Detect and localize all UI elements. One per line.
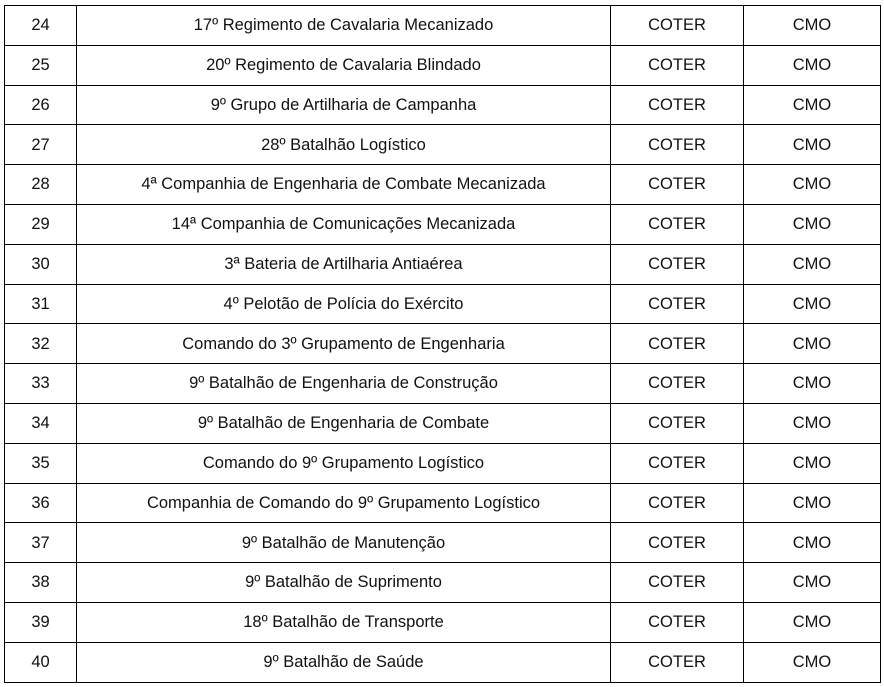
command-cell: CMO [744, 443, 881, 483]
unit-name: 9º Batalhão de Saúde [77, 642, 611, 682]
organ-cell: COTER [611, 244, 744, 284]
row-number: 27 [5, 125, 77, 165]
organ-cell: COTER [611, 523, 744, 563]
row-number: 36 [5, 483, 77, 523]
unit-name: 9º Batalhão de Engenharia de Construção [77, 364, 611, 404]
command-cell: CMO [744, 523, 881, 563]
table-row [5, 443, 881, 483]
table-row [5, 45, 881, 85]
command-cell: CMO [744, 642, 881, 682]
organ-cell: COTER [611, 602, 744, 642]
table-row [5, 125, 881, 165]
command-cell: CMO [744, 204, 881, 244]
organ-cell: COTER [611, 45, 744, 85]
organ-cell: COTER [611, 6, 744, 46]
organ-cell: COTER [611, 85, 744, 125]
unit-name: 9º Batalhão de Manutenção [77, 523, 611, 563]
row-number: 32 [5, 324, 77, 364]
organ-cell: COTER [611, 364, 744, 404]
row-number: 34 [5, 403, 77, 443]
command-cell: CMO [744, 244, 881, 284]
row-number: 28 [5, 165, 77, 205]
unit-name: 3ª Bateria de Artilharia Antiaérea [77, 244, 611, 284]
unit-name: 4ª Companhia de Engenharia de Combate Mecanizada [77, 165, 611, 205]
unit-name: 20º Regimento de Cavalaria Blindado [77, 45, 611, 85]
table-row [5, 204, 881, 244]
table-row [5, 483, 881, 523]
unit-name: Companhia de Comando do 9º Grupamento Logístico [77, 483, 611, 523]
command-cell: CMO [744, 45, 881, 85]
row-number: 35 [5, 443, 77, 483]
unit-name: 9º Batalhão de Suprimento [77, 563, 611, 603]
unit-name: 14ª Companhia de Comunicações Mecanizada [77, 204, 611, 244]
command-cell: CMO [744, 125, 881, 165]
row-number: 31 [5, 284, 77, 324]
units-table-body [5, 6, 881, 683]
table-row [5, 6, 881, 46]
row-number: 38 [5, 563, 77, 603]
table-row [5, 602, 881, 642]
row-number: 29 [5, 204, 77, 244]
unit-name: Comando do 3º Grupamento de Engenharia [77, 324, 611, 364]
row-number: 26 [5, 85, 77, 125]
unit-name: 9º Batalhão de Engenharia de Combate [77, 403, 611, 443]
unit-name: 9º Grupo de Artilharia de Campanha [77, 85, 611, 125]
organ-cell: COTER [611, 165, 744, 205]
command-cell: CMO [744, 364, 881, 404]
row-number: 30 [5, 244, 77, 284]
table-row [5, 324, 881, 364]
command-cell: CMO [744, 403, 881, 443]
row-number: 24 [5, 6, 77, 46]
unit-name: Comando do 9º Grupamento Logístico [77, 443, 611, 483]
unit-name: 18º Batalhão de Transporte [77, 602, 611, 642]
table-row [5, 523, 881, 563]
table-row [5, 364, 881, 404]
organ-cell: COTER [611, 125, 744, 165]
organ-cell: COTER [611, 204, 744, 244]
table-row [5, 403, 881, 443]
command-cell: CMO [744, 602, 881, 642]
row-number: 39 [5, 602, 77, 642]
table-row [5, 642, 881, 682]
row-number: 25 [5, 45, 77, 85]
organ-cell: COTER [611, 443, 744, 483]
units-table [4, 5, 881, 683]
command-cell: CMO [744, 165, 881, 205]
row-number: 37 [5, 523, 77, 563]
unit-name: 17º Regimento de Cavalaria Mecanizado [77, 6, 611, 46]
organ-cell: COTER [611, 642, 744, 682]
organ-cell: COTER [611, 284, 744, 324]
command-cell: CMO [744, 284, 881, 324]
unit-name: 28º Batalhão Logístico [77, 125, 611, 165]
table-row [5, 284, 881, 324]
table-row [5, 244, 881, 284]
command-cell: CMO [744, 324, 881, 364]
organ-cell: COTER [611, 483, 744, 523]
organ-cell: COTER [611, 403, 744, 443]
table-row [5, 165, 881, 205]
organ-cell: COTER [611, 563, 744, 603]
row-number: 40 [5, 642, 77, 682]
command-cell: CMO [744, 563, 881, 603]
table-row [5, 563, 881, 603]
command-cell: CMO [744, 483, 881, 523]
table-row [5, 85, 881, 125]
organ-cell: COTER [611, 324, 744, 364]
command-cell: CMO [744, 85, 881, 125]
command-cell: CMO [744, 6, 881, 46]
unit-name: 4º Pelotão de Polícia do Exército [77, 284, 611, 324]
row-number: 33 [5, 364, 77, 404]
